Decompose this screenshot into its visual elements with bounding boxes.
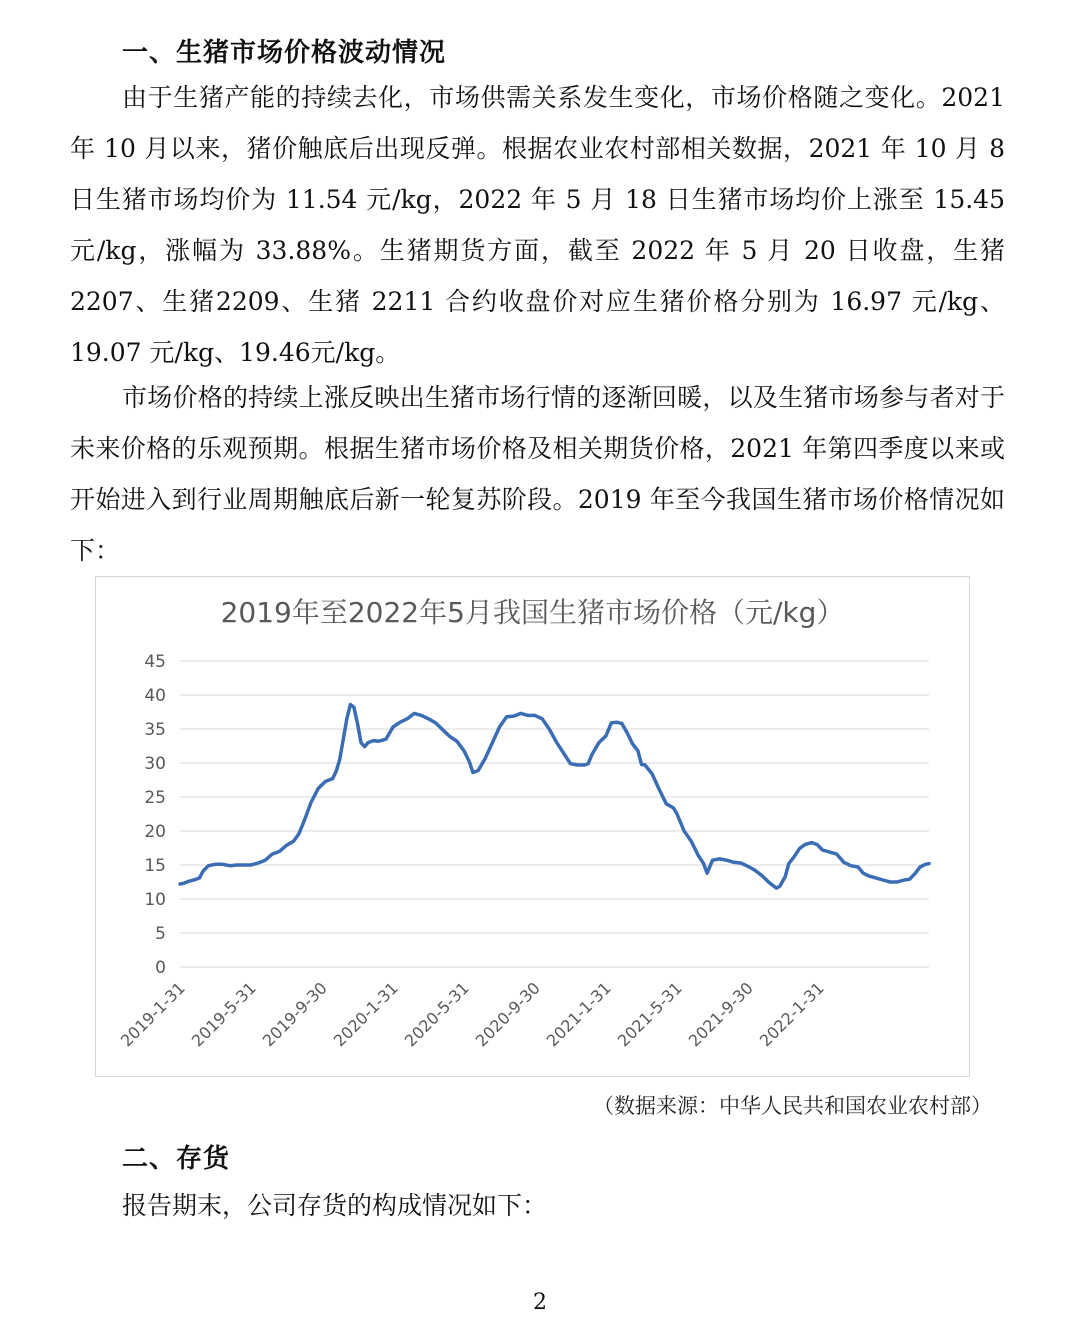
chart-title: 2019年至2022年5月我国生猪市场价格（元/kg） (220, 596, 845, 629)
paragraph-inventory: 报告期末，公司存货的构成情况如下： (122, 1191, 548, 1220)
x-tick-label: 2019-9-30 (258, 978, 331, 1051)
series-line-0 (180, 705, 929, 889)
y-tick-label: 35 (144, 720, 166, 740)
y-tick-label: 10 (144, 890, 166, 910)
price-chart (95, 576, 970, 1077)
y-tick-label: 30 (144, 754, 166, 774)
x-tick-label: 2020-5-31 (400, 978, 473, 1051)
paragraph-market-outlook: 市场价格的持续上涨反映出生猪市场行情的逐渐回暖，以及生猪市场参与者对于未来价格的乐观预期。根据生猪市场价格及相关期货价格，2021 年第四季度以来或开始进入到行业周期触底后新一轮复苏阶段。2019 年至今我国生猪市场价格情况如下： (70, 383, 1005, 565)
page-number: 2 (533, 1290, 547, 1315)
x-tick-label: 2019-1-31 (116, 978, 189, 1051)
x-tick-label: 2020-1-31 (329, 978, 402, 1051)
x-tick-label: 2020-9-30 (471, 978, 544, 1051)
x-tick-label: 2021-9-30 (684, 978, 757, 1051)
x-tick-label: 2019-5-31 (187, 978, 260, 1051)
y-tick-label: 20 (144, 822, 166, 842)
y-tick-label: 40 (144, 686, 166, 706)
paragraph-price-fluctuation: 由于生猪产能的持续去化，市场供需关系发生变化，市场价格随之变化。2021年 10 月以来，猪价触底后出现反弹。根据农业农村部相关数据，2021 年 10 月 8日生猪市场均价为 11.54 元/kg，2022 年 5 月 18 日生猪市场均价上涨至 15.45 元/kg，涨幅为 33.88%。生猪期货方面，截至 2022 年 5 月 20 日收盘，生猪 2207、生猪2209、生猪 2211 合约收盘价对应生猪价格分别为 16.97 元/kg、19.07 元/kg、19.46元/kg。 (70, 83, 1005, 367)
x-tick-label: 2021-5-31 (613, 978, 686, 1051)
y-tick-label: 0 (155, 958, 166, 978)
section-heading-2: 二、存货 (122, 1144, 231, 1174)
y-tick-label: 45 (144, 652, 166, 672)
y-tick-label: 15 (144, 856, 166, 876)
y-tick-label: 25 (144, 788, 166, 808)
data-source-note: （数据来源：中华人民共和国农业农村部） (593, 1094, 992, 1118)
x-tick-label: 2021-1-31 (542, 978, 615, 1051)
chart-plot-area (96, 577, 969, 1076)
y-tick-label: 5 (155, 924, 166, 944)
section-heading-1: 一、生猪市场价格波动情况 (122, 38, 447, 68)
x-tick-label: 2022-1-31 (755, 978, 828, 1051)
